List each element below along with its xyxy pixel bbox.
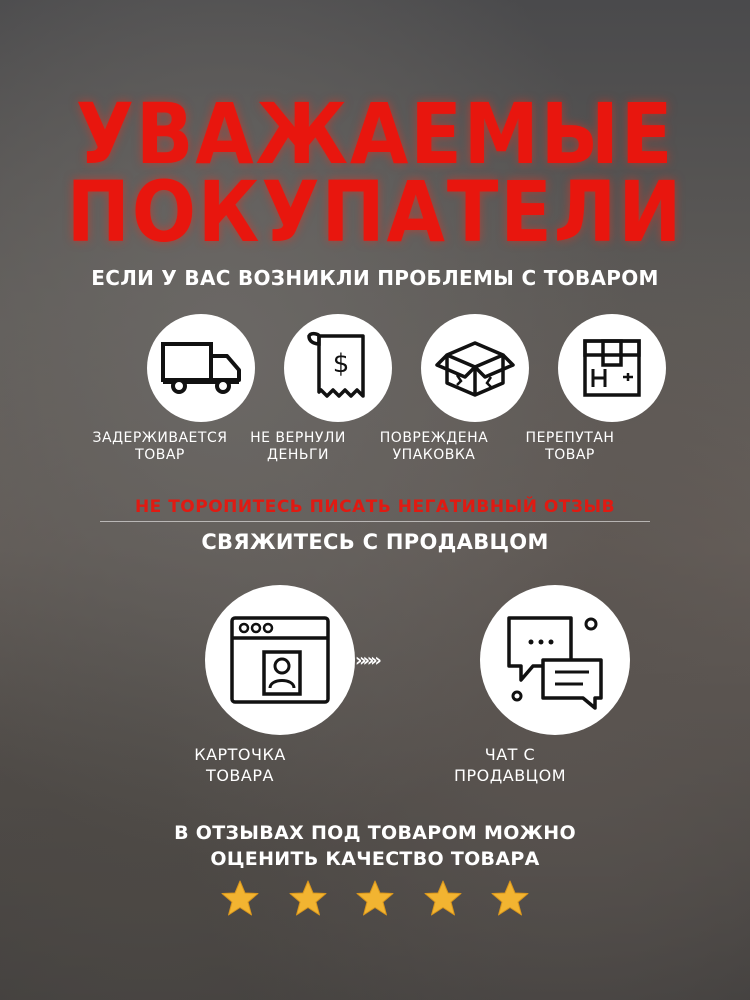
step-caption-1: КАРТОЧКА ТОВАРА [194,745,286,785]
star-icon [355,878,395,918]
damaged-box-icon [421,314,529,422]
svg-text:$: $ [332,349,350,379]
product-card-icon [205,585,355,735]
package-icon [558,314,666,422]
reviews-text: В ОТЗЫВАХ ПОД ТОВАРОМ МОЖНО ОЦЕНИТЬ КАЧЕСТВО ТОВАРА [174,822,576,870]
receipt-dollar-icon [284,314,392,422]
problem-caption-2: НЕ ВЕРНУЛИ ДЕНЬГИ [250,430,346,463]
star-icon [220,878,260,918]
star-icon [423,878,463,918]
rating-stars [220,878,530,918]
problem-caption-3: ПОВРЕЖДЕНА УПАКОВКА [379,430,489,463]
warning-divider [100,521,650,522]
arrows-icon: »»» [355,650,378,671]
star-icon [490,878,530,918]
warning-text: НЕ ТОРОПИТЕСЬ ПИСАТЬ НЕГАТИВНЫЙ ОТЗЫВ [134,497,616,517]
truck-icon [147,314,255,422]
headline-line-1: УВАЖАЕМЫЕ [75,85,675,183]
headline-line-2: ПОКУПАТЕЛИ [66,163,684,261]
problem-caption-1: ЗАДЕРЖИВАЕТСЯ ТОВАР [92,430,228,463]
chat-icon [480,585,630,735]
step-caption-2: ЧАТ С ПРОДАВЦОМ [453,745,566,785]
problems-subtitle: ЕСЛИ У ВАС ВОЗНИКЛИ ПРОБЛЕМЫ С ТОВАРОМ [91,266,659,290]
star-icon [288,878,328,918]
contact-title: СВЯЖИТЕСЬ С ПРОДАВЦОМ [201,530,549,554]
problem-caption-4: ПЕРЕПУТАН ТОВАР [525,430,615,463]
